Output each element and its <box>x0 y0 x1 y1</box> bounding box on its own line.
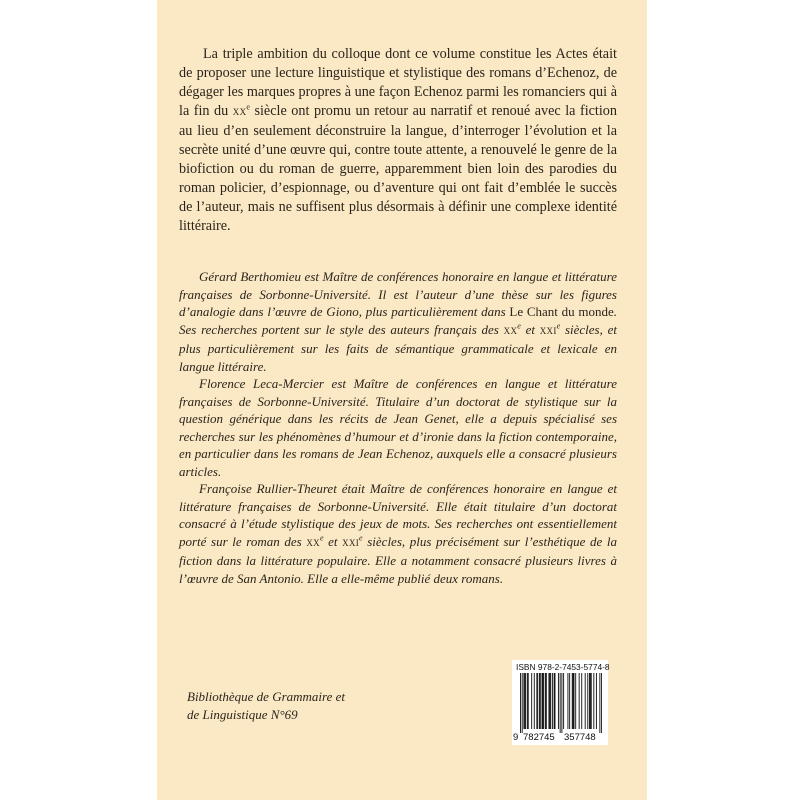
century-suffix: e <box>517 321 521 331</box>
bio-berthomieu <box>179 268 617 375</box>
barcode-bar <box>548 673 549 729</box>
barcode-bar <box>542 673 543 729</box>
barcode-bar <box>591 673 592 729</box>
century-numeral: XX <box>306 537 320 548</box>
barcode-bar <box>601 673 602 733</box>
barcode-bar <box>522 673 523 733</box>
barcode-bar <box>585 673 586 729</box>
series-line-2: de Linguistique N°69 <box>187 706 298 722</box>
barcode-bar <box>587 673 588 729</box>
book-title: Le Chant du monde <box>509 304 614 319</box>
barcode-bar <box>531 673 532 729</box>
barcode-lead-digit: 9 <box>513 732 519 743</box>
barcode-bar <box>552 673 553 729</box>
barcode-bar <box>523 673 524 729</box>
barcode-bar <box>575 673 576 729</box>
barcode-bar <box>520 673 521 733</box>
barcode-bar <box>596 673 597 729</box>
barcode-digit-group-1: 782745 <box>523 732 555 743</box>
barcode-bar <box>561 673 562 733</box>
bio-text: Gérard Berthomieu est Maître de conférences honoraire en langue et littérature françaises de Sorbonne-Université. Il est l’auteur d’une thèse sur les figures d’analogie dans l’œuvre de Giono, plus particulièrement dans <box>179 269 617 319</box>
bio-text: et <box>520 321 540 337</box>
century-numeral: XXI <box>342 537 360 548</box>
barcode-bar <box>543 673 544 729</box>
century-suffix: e <box>319 533 324 543</box>
century-suffix: e <box>556 321 561 331</box>
bio-leca-mercier: Florence Leca-Mercier est Maître de conférences en langue et littérature françaises de Sorbonne-Université. Titulaire d’un doctorat de stylistique sur la question générique dans les récits de Jean Genet, elle a depuis spécialisé ses recherches sur les phénomènes d’humour et d’ironie dans la fiction contemporaine, en particulier dans les romans de Jean Echenoz, auxquels elle a consacré plusieurs articles. <box>179 376 617 479</box>
bio-text: et <box>323 533 343 549</box>
barcode-bar <box>593 673 594 729</box>
barcode-bar <box>554 673 555 729</box>
barcode-bar <box>590 673 591 729</box>
barcode-bar <box>545 673 546 729</box>
barcode-bar <box>534 673 535 729</box>
barcode-bar <box>527 673 528 729</box>
barcode-bar <box>599 673 600 733</box>
barcode-bar <box>589 673 590 729</box>
century-suffix: e <box>246 102 250 112</box>
barcode-bar <box>567 673 568 729</box>
summary-text-part-2: siècle ont promu un retour au narratif et renoué avec la fiction au lieu d’en seulement déconstruire la langue, d’interroger l’évolution et la secrète unité d’une œuvre qui, contre toute attente, a renouvelé le genre de la biofiction ou du roman de guerre, apparemment bien loin des parodies du roman policier, d’espionnage, ou d’aventure qui ont fait d’emblée le succès de l’auteur, mais ne suffisent plus désormais à définir une complexe identité littéraire. <box>179 103 617 234</box>
barcode-bar <box>569 673 570 729</box>
series-name <box>187 688 387 723</box>
barcode-bar <box>550 673 551 729</box>
century-suffix: e <box>359 533 363 543</box>
bio-text: Françoise Rullier-Theuret était Maître de conférences honoraire en langue et littérature françaises de Sorbonne-Université. Elle était titulaire d’un doctorat consacré à l’étude stylistique des jeux de mots. Ses recherches ont essentiellement porté sur le roman des <box>179 481 617 549</box>
bio-text: . Ses recherches portent sur le style des auteurs français des <box>179 304 617 337</box>
barcode-bar <box>574 673 575 729</box>
barcode-bar <box>573 673 574 729</box>
barcode-bar <box>555 673 556 729</box>
century-numeral: XX <box>232 107 247 117</box>
author-bios <box>179 268 617 587</box>
century-numeral: XX <box>503 325 518 336</box>
barcode-bar <box>572 673 573 729</box>
barcode-bar <box>549 673 550 729</box>
book-back-cover <box>157 0 647 800</box>
bio-text: siècles, plus précisément sur l’esthétique de la fiction dans la littérature populaire. Elle a notamment consacré plusieurs livres à l’œuvre de San Antonio. Elle a elle-même publié deux romans. <box>179 533 617 586</box>
barcode-bar <box>560 673 561 733</box>
series-line-1: Bibliothèque de Grammaire et <box>187 689 346 704</box>
barcode-bar <box>525 673 526 729</box>
barcode-bar <box>558 673 559 729</box>
isbn-label: ISBN 978-2-7453-5774-8 <box>516 662 610 672</box>
bio-text: siècles, et plus particulièrement sur les faits de sémantique grammaticale et lexicale en langue littéraire. <box>179 321 617 374</box>
bio-rullier-theuret <box>179 480 617 587</box>
barcode-bars <box>520 673 602 733</box>
barcode-bar <box>528 673 529 729</box>
summary-paragraph <box>179 45 617 236</box>
barcode-bar <box>546 673 547 729</box>
barcode-bar <box>563 673 564 729</box>
barcode-bar <box>539 673 540 729</box>
century-numeral: XXI <box>539 325 557 336</box>
barcode-bar <box>540 673 541 729</box>
barcode-digit-group-2: 357748 <box>564 732 596 743</box>
summary-text-part-1: La triple ambition du colloque dont ce volume constitue les Actes était de proposer une lecture linguistique et stylistique des romans d’Echenoz, de dégager les marques propres à une façon Echenoz parmi les romanciers qui à la fin du <box>179 46 617 119</box>
barcode-bar <box>537 673 538 729</box>
barcode-bar <box>536 673 537 729</box>
barcode-bar <box>524 673 525 729</box>
barcode-bar <box>542 673 543 729</box>
isbn-barcode <box>512 660 608 745</box>
barcode-bar <box>581 673 582 729</box>
barcode-bar <box>579 673 580 729</box>
